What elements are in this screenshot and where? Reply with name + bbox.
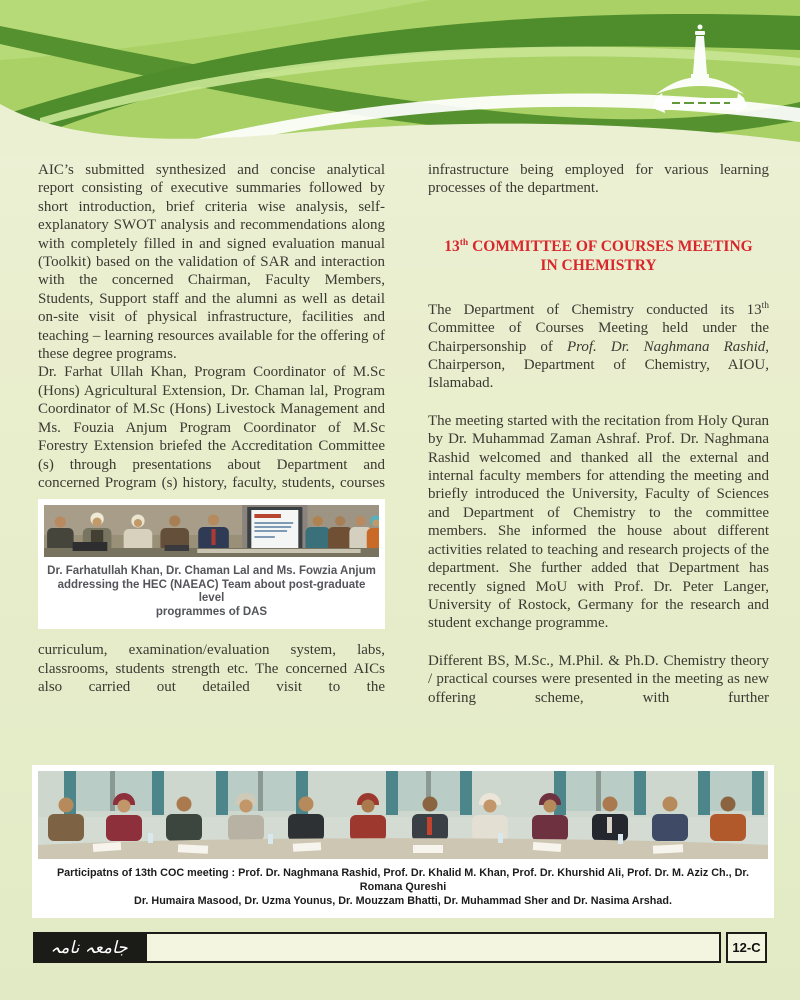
photo-caption: Participatns of 13th COC meeting : Prof. Dr. Naghmana Rashid, Prof. Dr. Khalid M. Khan, Prof. Dr. Khurshid Ali, Prof. Dr. M. Aziz Ch., Dr. Romana Qureshi Dr. Humaira Masood, Dr. Uzma Younus, Dr. Mouzzam Bhatti, Dr. Muhammad Sher and Dr. Nasima Arshad. — [56, 867, 750, 907]
footer — [33, 932, 767, 963]
newsletter-title: جامعہ نامہ — [33, 932, 145, 963]
photo-coc-meeting — [38, 771, 768, 859]
footer-rule-bar — [145, 932, 721, 963]
photo-naeac-briefing — [44, 505, 379, 557]
body-paragraph: curriculum, examination/evaluation system, labs, classrooms, students strength etc. The concerned AICs also carried out detailed visit to the — [38, 642, 385, 696]
header-swoosh-graphic — [0, 0, 800, 158]
photo-caption: Dr. Farhatullah Khan, Dr. Chaman Lal and Ms. Fowzia Anjum addressing the HEC (NAEAC) Team about post-graduate level programmes of DAS — [47, 565, 376, 618]
photo-block-naeac — [38, 499, 385, 629]
body-paragraph: infrastructure being employed for various learning processes of the department. — [428, 162, 769, 197]
right-column — [428, 161, 769, 707]
body-paragraph: Different BS, M.Sc., M.Phil. & Ph.D. Chemistry theory / practical courses were presented in the meeting as new offering scheme, with further — [428, 652, 769, 706]
body-paragraph: AIC’s submitted synthesized and concise analytical report consisting of executive summaries followed by short introduction, brief criteria wise analysis, self-explanatory SWOT analysis and recommendations along with completely filled in and signed evaluation manual (Toolkit) based on the validation of SAR and interaction with the concerned Chairman, Faculty Members, Students, Support staff and the alumni as well as detail on-site visit of physical infrastructure, facilities and teaching – learning resources available for the offering of these degree programs. — [38, 162, 385, 363]
body-paragraph: Dr. Farhat Ullah Khan, Program Coordinator of M.Sc (Hons) Agricultural Extension, Dr. Chaman lal, Program Coordinator of M.Sc (Hons) Livestock Management and Ms. Fouzia Anjum Program Coordinator of M.Sc Forestry Extension briefed the Accreditation Committee (s) through presentations about Department and concerned Program (s) history, faculty, students, courses — [38, 364, 385, 491]
body-paragraph: The meeting started with the recitation from Holy Quran by Dr. Muhammad Zaman Ashraf. Prof. Dr. Naghmana Rashid welcomed and thanked all the external and internal faculty members for attending the meeting and briefly introduced the University, Faculty of Sciences and Department of Chemistry to the committee members. She informed the house about different activities related to teaching and research projects of the department. She further added that Department has recently signed MoU with Prof. Dr. Peter Langer, University of Rostock, Germany for the research and student exchange programme. — [428, 412, 769, 632]
section-heading: 13th COMMITTEE OF COURSES MEETING IN CHEMISTRY — [444, 237, 753, 275]
page-number-badge: 12-C — [726, 932, 767, 963]
left-column — [38, 161, 385, 697]
body-paragraph: The Department of Chemistry conducted its 13th Committee of Courses Meeting held under the Chairpersonship of Prof. Dr. Naghmana Rashid, Chairperson, Department of Chemistry, AIOU, Islamabad. — [428, 300, 769, 392]
photo-block-coc-meeting — [32, 765, 774, 918]
